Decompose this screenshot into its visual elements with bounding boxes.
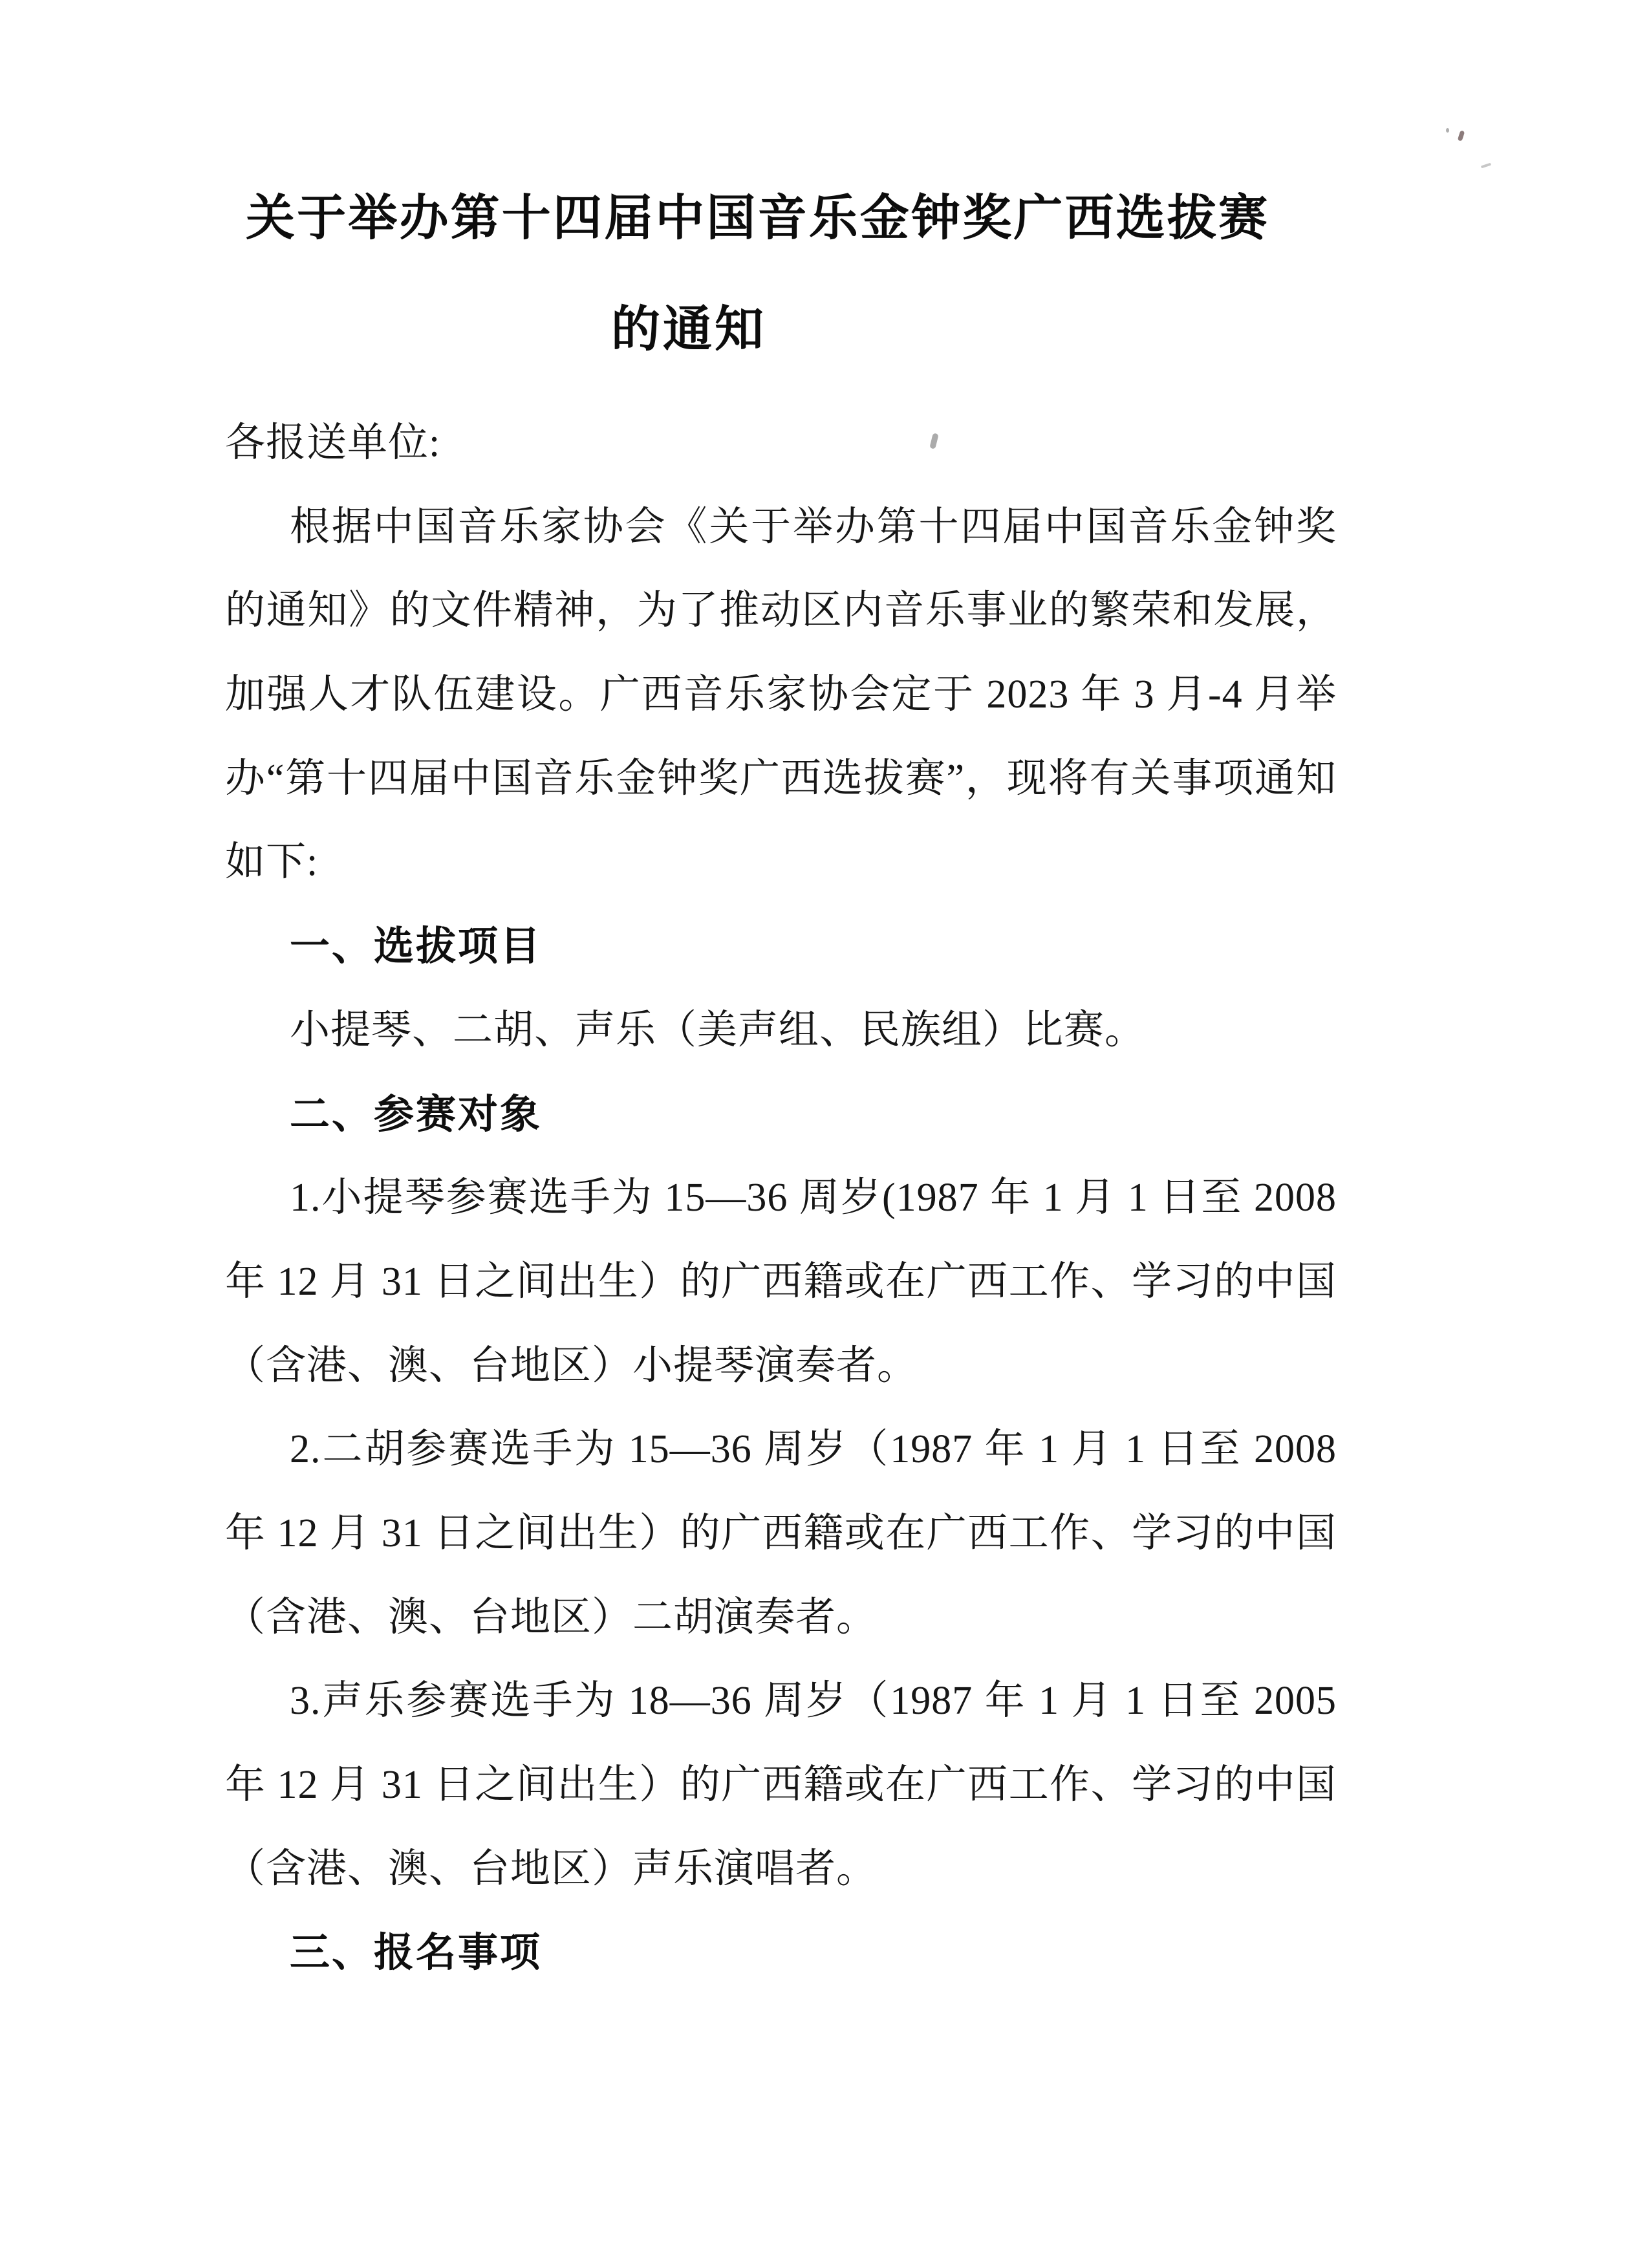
item-2-line-3: （含港、澳、台地区）二胡演奏者。: [225, 1595, 878, 1639]
intro-paragraph-line-3: 加强人才队伍建设。广西音乐家协会定于 2023 年 3 月-4 月举: [225, 673, 1337, 717]
notice-title-line-2: 的通知: [611, 302, 766, 357]
item-1-line-2: 年 12 月 31 日之间出生）的广西籍或在广西工作、学习的中国: [225, 1259, 1337, 1304]
item-2-line-2: 年 12 月 31 日之间出生）的广西籍或在广西工作、学习的中国: [225, 1511, 1337, 1555]
item-3-line-3: （含港、澳、台地区）声乐演唱者。: [225, 1846, 878, 1891]
section-1-heading: 一、选拔项目: [290, 924, 543, 969]
scan-speckle: [1481, 163, 1491, 169]
notice-body: [225, 402, 1337, 1995]
item-3-line-2: 年 12 月 31 日之间出生）的广西籍或在广西工作、学习的中国: [225, 1763, 1337, 1807]
intro-paragraph-line-4: 办“第十四届中国音乐金钟奖广西选拔赛”，现将有关事项通知: [225, 756, 1337, 801]
scan-speckle: [1446, 128, 1449, 133]
item-1-line-3: （含港、澳、台地区）小提琴演奏者。: [225, 1343, 918, 1388]
notice-title-line-1: 关于举办第十四届中国音乐金钟奖广西选拔赛: [246, 191, 1267, 246]
scan-speckle: [1458, 130, 1465, 141]
item-2-line-1: 2.二胡参赛选手为 15—36 周岁（1987 年 1 月 1 日至 2008: [290, 1427, 1337, 1472]
intro-paragraph-line-5: 如下:: [225, 840, 319, 885]
section-2-heading: 二、参赛对象: [290, 1092, 543, 1137]
intro-paragraph-line-1: 根据中国音乐家协会《关于举办第十四届中国音乐金钟奖: [290, 504, 1337, 549]
section-1-content-line: 小提琴、二胡、声乐（美声组、民族组）比赛。: [290, 1008, 1146, 1052]
salutation-line: 各报送单位:: [225, 421, 441, 465]
intro-paragraph-line-2: 的通知》的文件精神，为了推动区内音乐事业的繁荣和发展，: [225, 589, 1337, 633]
section-3-heading: 三、报名事项: [290, 1930, 543, 1976]
item-1-line-1: 1.小提琴参赛选手为 15—36 周岁(1987 年 1 月 1 日至 2008: [290, 1176, 1337, 1220]
item-3-line-1: 3.声乐参赛选手为 18—36 周岁（1987 年 1 月 1 日至 2005: [290, 1679, 1337, 1723]
